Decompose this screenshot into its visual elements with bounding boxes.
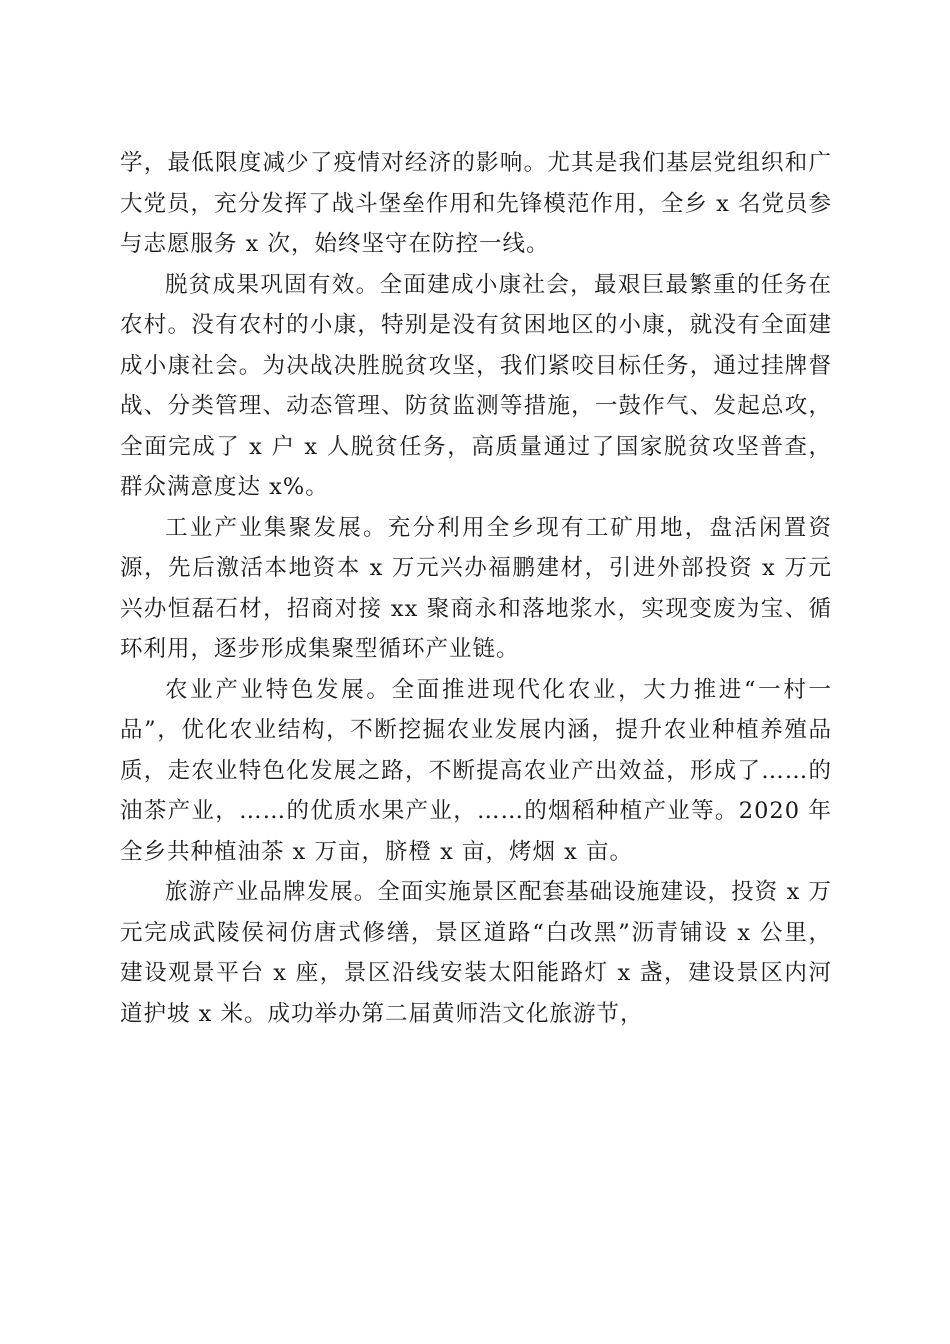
paragraph-continuation: 学，最低限度减少了疫情对经济的影响。尤其是我们基层党组织和广大党员，充分发挥了战斗堡垒作用和先锋模范作用，全乡 x 名党员参与志愿服务 x 次，始终坚守在防控一线。 (120, 150, 832, 257)
document-body (120, 143, 832, 1034)
paragraph-industrial-development: 工业产业集聚发展。充分利用全乡现有工矿用地，盘活闲置资源，先后激活本地资本 x 万元兴办福鹏建材，引进外部投资 x 万元兴办恒磊石材，招商对接 xx 聚商永和落地浆水，实现变废为宝、循环利用，逐步形成集聚型循环产业链。 (120, 514, 832, 662)
paragraph-tourism-development: 旅游产业品牌发展。全面实施景区配套基础设施建设，投资 x 万元完成武陵侯祠仿唐式修缮，景区道路“白改黑”沥青铺设 x 公里，建设观景平台 x 座，景区沿线安装太阳能路灯 x 盏，建设景区内河道护坡 x 米。成功举办第二届黄师浩文化旅游节， (120, 879, 832, 1027)
paragraph-poverty-alleviation: 脱贫成果巩固有效。全面建成小康社会，最艰巨最繁重的任务在农村。没有农村的小康，特别是没有贫困地区的小康，就没有全面建成小康社会。为决战决胜脱贫攻坚，我们紧咬目标任务，通过挂牌督战、分类管理、动态管理、防贫监测等措施，一鼓作气、发起总攻，全面完成了 x 户 x 人脱贫任务，高质量通过了国家脱贫攻坚普查，群众满意度达 x%。 (120, 271, 832, 500)
paragraph-agricultural-development: 农业产业特色发展。全面推进现代化农业，大力推进“一村一品”，优化农业结构，不断挖掘农业发展内涵，提升农业种植养殖品质，走农业特色化发展之路，不断提高农业产出效益，形成了……的油茶产业，……的优质水果产业，……的烟稻种植产业等。2020 年全乡共种植油茶 x 万亩，脐橙 x 亩，烤烟 x 亩。 (120, 676, 832, 865)
